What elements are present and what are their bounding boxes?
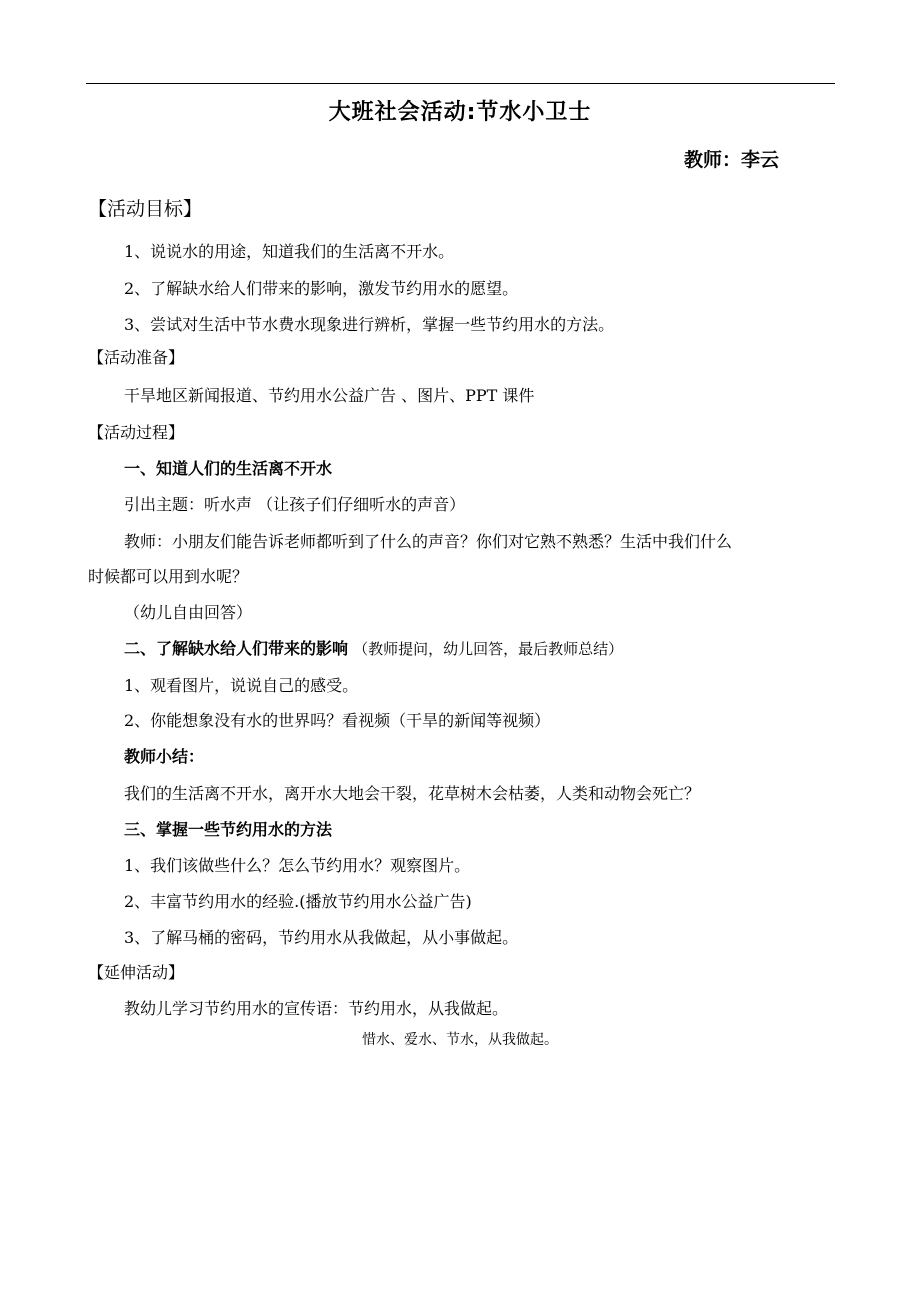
part1-answer: （幼儿自由回答） bbox=[124, 603, 253, 622]
part1-title: 一、知道人们的生活离不开水 bbox=[124, 459, 333, 478]
part3-item-3: 3、了解马桶的密码，节约用水从我做起，从小事做起。 bbox=[124, 928, 519, 947]
goals-heading: 【活动目标】 bbox=[88, 198, 203, 220]
part1-teacher-question-line1: 教师：小朋友们能告诉老师都听到了什么的声音？你们对它熟不熟悉？生活中我们什么 bbox=[124, 532, 733, 551]
part3-item-1: 1、我们该做些什么？怎么节约用水？观察图片。 bbox=[124, 856, 471, 875]
part2-summary-label: 教师小结： bbox=[124, 747, 205, 766]
extension-text: 教幼儿学习节约用水的宣传语：节约用水，从我做起。 bbox=[124, 999, 509, 1018]
part2-note: （教师提问，幼儿回答，最后教师总结） bbox=[353, 640, 624, 658]
part2-item-1: 1、观看图片，说说自己的感受。 bbox=[124, 676, 359, 695]
goal-item-1: 1、说说水的用途，知道我们的生活离不开水。 bbox=[124, 242, 455, 261]
part2-title-line bbox=[124, 638, 623, 660]
process-heading: 【活动过程】 bbox=[88, 423, 185, 442]
part3-item-2: 2、丰富节约用水的经验.(播放节约用水公益广告) bbox=[124, 892, 472, 911]
goal-item-2: 2、了解缺水给人们带来的影响，激发节约用水的愿望。 bbox=[124, 279, 519, 298]
part3-title: 三、掌握一些节约用水的方法 bbox=[124, 820, 333, 839]
preparation-heading: 【活动准备】 bbox=[88, 348, 185, 367]
preparation-text: 干旱地区新闻报道、节约用水公益广告 、图片、PPT 课件 bbox=[124, 386, 535, 405]
part2-title: 二、了解缺水给人们带来的影响 bbox=[124, 639, 349, 658]
extension-heading: 【延伸活动】 bbox=[88, 963, 185, 982]
part2-summary-text: 我们的生活离不开水，离开水大地会干裂，花草树木会枯萎，人类和动物会死亡？ bbox=[124, 784, 701, 803]
part1-intro: 引出主题：听水声 （让孩子们仔细听水的声音） bbox=[124, 495, 466, 514]
teacher-name: 教师：李云 bbox=[683, 149, 779, 171]
extension-slogan: 惜水、爱水、节水，从我做起。 bbox=[362, 1032, 558, 1048]
goal-item-3: 3、尝试对生活中节水费水现象进行辨析，掌握一些节约用水的方法。 bbox=[124, 315, 615, 334]
part1-teacher-question-line2: 时候都可以用到水呢？ bbox=[88, 567, 249, 586]
part2-item-2: 2、你能想象没有水的世界吗？看视频（干旱的新闻等视频） bbox=[124, 711, 551, 730]
header-rule bbox=[86, 83, 835, 84]
document-title: 大班社会活动:节水小卫士 bbox=[328, 100, 592, 125]
